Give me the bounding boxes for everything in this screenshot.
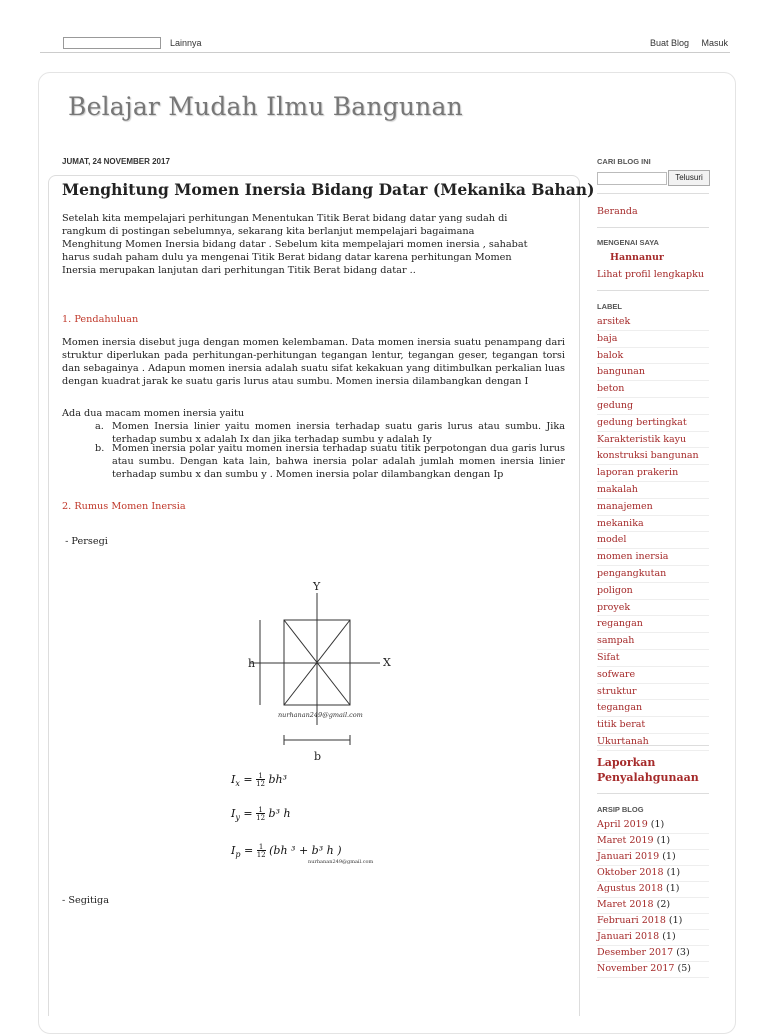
- navbar: [40, 30, 730, 53]
- label-link[interactable]: Sifat: [597, 650, 709, 667]
- archive-count: (1): [662, 851, 676, 862]
- shape-segitiga-label: - Segitiga: [62, 895, 109, 906]
- label-link[interactable]: arsitek: [597, 314, 709, 331]
- label-link[interactable]: beton: [597, 381, 709, 398]
- navbar-search-input[interactable]: [63, 37, 161, 49]
- archive-count: (1): [666, 867, 681, 878]
- label-link[interactable]: mekanika: [597, 516, 709, 533]
- archive-month-link[interactable]: Maret 2018: [597, 899, 654, 910]
- list-item: Momen inersia polar yaitu momen inersia terhadap suatu titik perpotongan dua garis lurus atau sumbu. Dengan kata lain, bahwa inersia polar adalah jumlah momen inersia linier terhadap sumbu x dan sumbu y . Momen inersia polar dilambangkan dengan Ip: [112, 443, 565, 480]
- profile-link[interactable]: Lihat profil lengkapku: [597, 269, 704, 280]
- archive-month-link[interactable]: Oktober 2018: [597, 867, 664, 878]
- formula-iy: $I_y = \frac{1}{12} b^3$ h: [231, 806, 291, 823]
- label-link[interactable]: gedung: [597, 398, 709, 415]
- section-pendahuluan: 1. Pendahuluan: [62, 314, 139, 325]
- about-heading: MENGENAI SAYA: [597, 238, 659, 247]
- archive-item: [597, 834, 709, 850]
- label-link[interactable]: proyek: [597, 600, 709, 617]
- paragraph-momen-inersia: Momen inersia disebut juga dengan momen kelembaman. Data momen inersia suatu penampang dari struktur diperlukan pada perhitungan-perhitungan tegangan lentur, tegangan geser, tegangan torsi dan sebagainya . Adapun momen inersia adalah suatu sifat kekakuan yang ditimbulkan perkalian luas dengan kuadrat jarak ke suatu garis lurus atau sumbu. Momen inersia dilambangkan dengan I: [62, 337, 565, 387]
- archive-count: (1): [650, 819, 665, 830]
- archive-month-link[interactable]: November 2017: [597, 963, 675, 974]
- label-link[interactable]: pengangkutan: [597, 566, 709, 583]
- divider: [597, 227, 709, 228]
- archive-item: [597, 850, 709, 866]
- report-abuse-link[interactable]: Laporkan Penyalahgunaan: [597, 756, 699, 784]
- list-item: Momen Inersia linier yaitu momen inersia terhadap suatu garis lurus atau sumbu. Jika terhadap sumbu x adalah Ix dan jika terhadap sumbu y adalah Iy: [112, 421, 565, 445]
- archive-count: (1): [668, 915, 683, 926]
- label-link[interactable]: Karakteristik kayu: [597, 432, 709, 449]
- figure-watermark: nurhanan249@gmail.com: [278, 711, 363, 719]
- archive-month-link[interactable]: Maret 2019: [597, 835, 654, 846]
- archive-item: [597, 882, 709, 898]
- formula-ip: $I_p = \frac{1}{12} (bh$ ³ + b³ h ): [231, 843, 342, 860]
- paragraph-two-types: Ada dua macam momen inersia yaitu: [62, 408, 245, 419]
- archive-item: [597, 898, 709, 914]
- list-marker-a: a.: [95, 421, 104, 432]
- label-link[interactable]: baja: [597, 331, 709, 348]
- divider: [597, 193, 709, 194]
- archive-month-link[interactable]: Desember 2017: [597, 947, 674, 958]
- shape-persegi-label: - Persegi: [62, 536, 108, 547]
- archive-count: (1): [665, 883, 680, 894]
- axis-x-label: X: [383, 656, 391, 669]
- archive-count: (2): [656, 899, 671, 910]
- label-link[interactable]: poligon: [597, 583, 709, 600]
- home-link[interactable]: Beranda: [597, 206, 638, 217]
- label-link[interactable]: regangan: [597, 616, 709, 633]
- divider: [597, 793, 709, 794]
- post-intro: Setelah kita mempelajari perhitungan Menentukan Titik Berat bidang datar yang sudah di rangkum di postingan sebelumnya, sekarang kita berlanjut mempelajari bagaimana Menghitung Momen Inersia bidang datar . Sebelum kita mempelajari momen inersia , sahabat harus sudah paham dulu ya mengenai Titik Berat bidang datar karena perhitungan Momen Inersia merupakan lanjutan dari perhitungan Titik Berat bidang datar ..: [62, 213, 528, 276]
- label-heading: LABEL: [597, 302, 622, 311]
- label-link[interactable]: gedung bertingkat: [597, 415, 709, 432]
- label-link[interactable]: tegangan: [597, 700, 709, 717]
- formula-watermark: nurhanan249@gmail.com: [308, 859, 374, 865]
- archive-list: [597, 818, 709, 978]
- sign-in-link[interactable]: Masuk: [701, 38, 728, 48]
- search-heading: CARI BLOG INI: [597, 157, 651, 166]
- height-label: h: [248, 657, 256, 670]
- navbar-right: [640, 38, 728, 48]
- label-link[interactable]: struktur: [597, 684, 709, 701]
- label-link[interactable]: Ukurtanah: [597, 734, 709, 751]
- archive-month-link[interactable]: Agustus 2018: [597, 883, 663, 894]
- archive-item: [597, 914, 709, 930]
- axis-y-label: Y: [313, 580, 321, 593]
- post-title[interactable]: Menghitung Momen Inersia Bidang Datar (Mekanika Bahan): [62, 180, 595, 199]
- label-link[interactable]: sampah: [597, 633, 709, 650]
- divider: [597, 745, 709, 746]
- label-link[interactable]: makalah: [597, 482, 709, 499]
- archive-count: (1): [656, 835, 671, 846]
- label-link[interactable]: konstruksi bangunan: [597, 448, 709, 465]
- label-link[interactable]: model: [597, 532, 709, 549]
- blog-search-input[interactable]: [597, 172, 667, 185]
- archive-month-link[interactable]: Januari 2019: [597, 851, 660, 862]
- search-button[interactable]: Telusuri: [668, 170, 710, 186]
- archive-month-link[interactable]: April 2019: [597, 819, 648, 830]
- label-link[interactable]: sofware: [597, 667, 709, 684]
- archive-count: (1): [662, 931, 676, 942]
- section-rumus: 2. Rumus Momen Inersia: [62, 501, 186, 512]
- divider: [597, 290, 709, 291]
- create-blog-link[interactable]: Buat Blog: [649, 38, 689, 48]
- archive-item: [597, 930, 709, 946]
- archive-item: [597, 962, 709, 978]
- author-link[interactable]: Hannanur: [610, 252, 664, 263]
- archive-month-link[interactable]: Februari 2018: [597, 915, 666, 926]
- more-link[interactable]: Lainnya: [170, 38, 202, 48]
- label-link[interactable]: manajemen: [597, 499, 709, 516]
- archive-count: (3): [676, 947, 690, 958]
- formula-ix: $I_x = \frac{1}{12} bh^3$: [231, 772, 288, 789]
- label-link[interactable]: laporan prakerin: [597, 465, 709, 482]
- base-label: b: [314, 750, 322, 763]
- blog-title[interactable]: Belajar Mudah Ilmu Bangunan: [68, 92, 463, 121]
- square-diagram: [240, 575, 400, 770]
- list-marker-b: b.: [95, 443, 105, 454]
- label-link[interactable]: balok: [597, 348, 709, 365]
- label-link[interactable]: titik berat: [597, 717, 709, 734]
- archive-heading: ARSIP BLOG: [597, 805, 644, 814]
- archive-item: [597, 946, 709, 962]
- archive-item: [597, 818, 709, 834]
- archive-item: [597, 866, 709, 882]
- label-link[interactable]: momen inersia: [597, 549, 709, 566]
- post-date: JUMAT, 24 NOVEMBER 2017: [62, 157, 170, 166]
- archive-count: (5): [677, 963, 691, 974]
- label-list: [597, 314, 709, 751]
- label-link[interactable]: bangunan: [597, 364, 709, 381]
- archive-month-link[interactable]: Januari 2018: [597, 931, 660, 942]
